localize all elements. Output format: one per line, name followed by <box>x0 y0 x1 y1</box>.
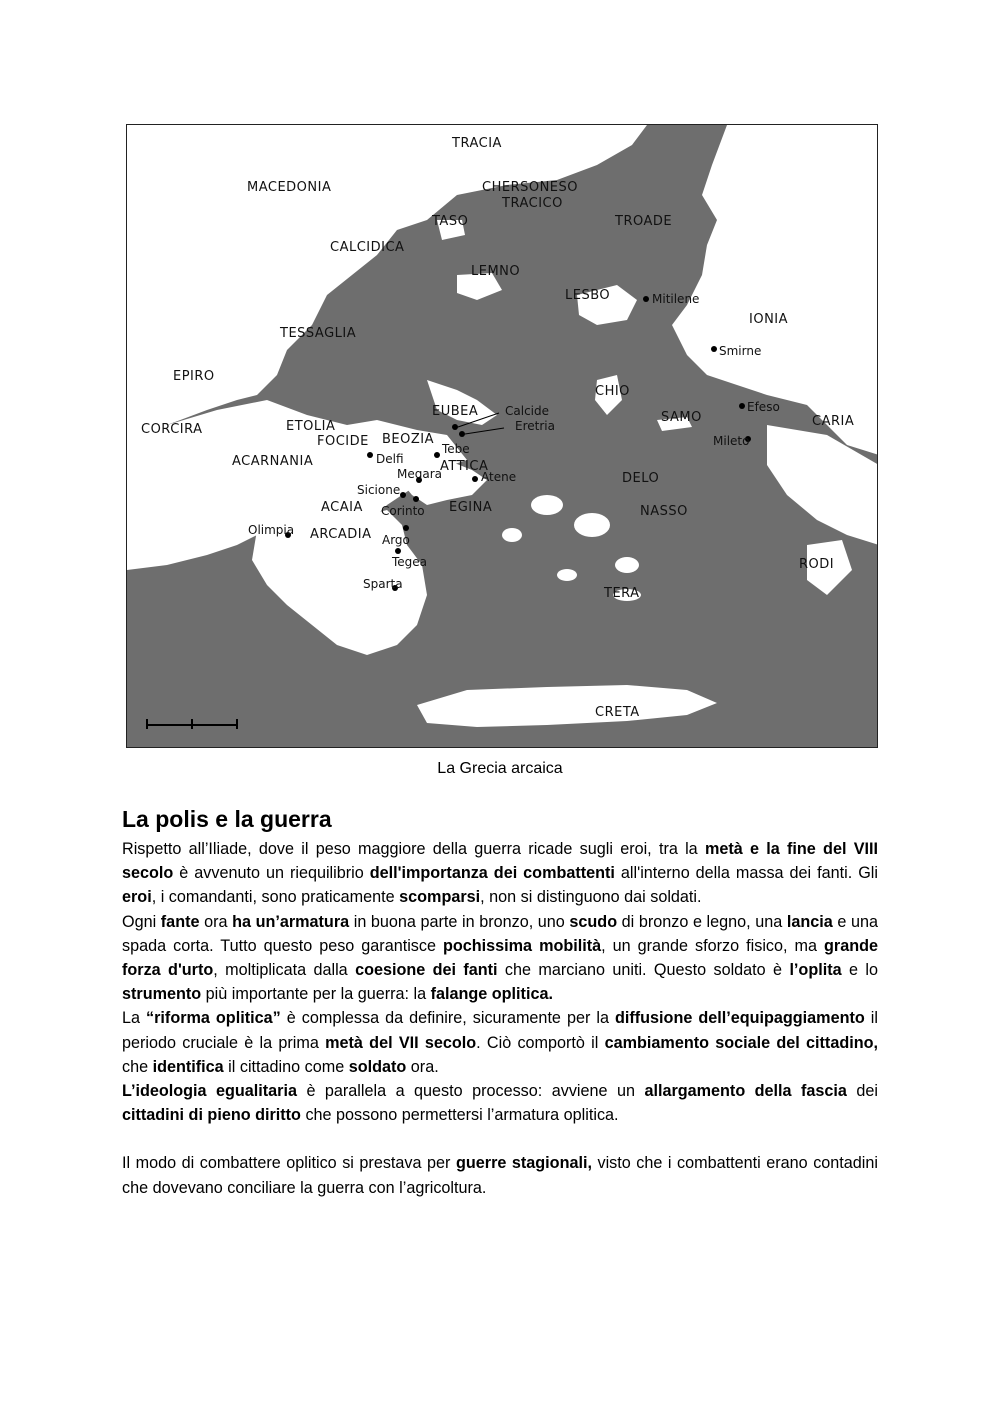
map-label-corcira: CORCIRA <box>141 422 203 437</box>
paragraph-3: La “riforma oplitica” è complessa da definire, sicuramente per la diffusione dell’equipaggiamento il periodo cruciale è la prima metà del VII secolo. Ciò comportò il cambiamento sociale del cittadino, che identifica il cittadino come soldato ora. <box>122 1009 878 1076</box>
map-label-tracico: TRACICO <box>502 196 563 211</box>
map-label-samo: SAMO <box>661 410 702 425</box>
section-title: La polis e la guerra <box>122 806 332 832</box>
map-city-sparta: Sparta <box>363 577 403 591</box>
map-city-argo: Argo <box>382 533 410 547</box>
map-city-mitilene: Mitilene <box>652 292 700 306</box>
map-label-tracia: TRACIA <box>452 136 502 151</box>
map-label-macedonia: MACEDONIA <box>247 180 332 195</box>
map-label-delo: DELO <box>622 471 660 486</box>
body-text <box>122 837 878 1200</box>
map-label-taso: TASO <box>432 214 469 229</box>
map-label-beozia: BEOZIA <box>382 432 434 447</box>
paragraph-2: Ogni fante ora ha un’armatura in buona parte in bronzo, uno scudo di bronzo e legno, una lancia e una spada corta. Tutto questo peso garantisce pochissima mobilità, un grande sforzo fisico, ma grande forza d'urto, moltiplicata dalla coesione dei fanti che marciano uniti. Questo soldato è l’oplita e lo strumento più importante per la guerra: la falange oplitica. <box>122 912 878 1004</box>
map-label-chersoneso: CHERSONESO <box>482 180 579 195</box>
map-label-lemno: LEMNO <box>471 264 521 279</box>
map-city-tebe: Tebe <box>442 442 470 456</box>
map-city-efeso: Efeso <box>747 400 780 414</box>
map-label-arcadia: ARCADIA <box>310 527 372 542</box>
map-label-lesbo: LESBO <box>565 288 611 303</box>
map-label-caria: CARIA <box>812 414 855 429</box>
map-label-acarnania: ACARNANIA <box>232 454 314 469</box>
map-city-sicione: Sicione <box>357 483 401 497</box>
map-city-smirne: Smirne <box>719 344 762 358</box>
map-label-tera: TERA <box>604 586 640 601</box>
map-label-tessaglia: TESSAGLIA <box>280 326 357 341</box>
map-label-etolia: ETOLIA <box>286 419 336 434</box>
map-caption: La Grecia arcaica <box>437 760 563 777</box>
map-city-olimpia: Olimpia <box>248 523 295 537</box>
map-label-creta: CRETA <box>595 705 640 720</box>
map-label-troade: TROADE <box>615 214 673 229</box>
map-label-eubea: EUBEA <box>432 404 479 419</box>
map-city-corinto: Corinto <box>381 504 425 518</box>
map-city-mileto: Mileto <box>713 434 750 448</box>
paragraph-1: Rispetto all’Iliade, dove il peso maggiore della guerra ricade sugli eroi, tra la metà e la fine del VIII secolo è avvenuto un riequilibrio dell'importanza dei combattenti all'interno della massa dei fanti. Gli eroi, i comandanti, sono praticamente scomparsi, non si distinguono dai soldati. <box>122 840 878 907</box>
map-label-rodi: RODI <box>799 557 835 572</box>
paragraph-5: Il modo di combattere oplitico si prestava per guerre stagionali, visto che i combattenti erano contadini che dovevano conciliare la guerra con l’agricoltura. <box>122 1154 879 1197</box>
map-city-calcide: Calcide <box>505 404 549 418</box>
map-figure <box>126 124 878 748</box>
map-label-chio: CHIO <box>595 384 630 399</box>
map-city-atene: Atene <box>481 470 517 484</box>
map-label-epiro: EPIRO <box>173 369 215 384</box>
map-label-attica: ATTICA <box>440 459 489 474</box>
map-label-egina: EGINA <box>449 500 493 515</box>
map-image <box>127 125 878 748</box>
map-label-nasso: NASSO <box>640 504 688 519</box>
map-label-calcidica: CALCIDICA <box>330 240 405 255</box>
map-label-ionia: IONIA <box>749 312 789 327</box>
map-label-acaia: ACAIA <box>321 500 363 515</box>
paragraph-4: L’ideologia egualitaria è parallela a questo processo: avviene un allargamento della fascia dei cittadini di pieno diritto che possono permettersi l’armatura oplitica. <box>122 1082 878 1125</box>
map-city-delfi: Delfi <box>376 452 404 466</box>
map-city-eretria: Eretria <box>515 419 555 433</box>
map-city-tegea: Tegea <box>392 555 428 569</box>
paragraph-gap <box>122 1127 878 1151</box>
map-label-focide: FOCIDE <box>317 434 369 449</box>
map-city-megara: Megara <box>397 467 442 481</box>
